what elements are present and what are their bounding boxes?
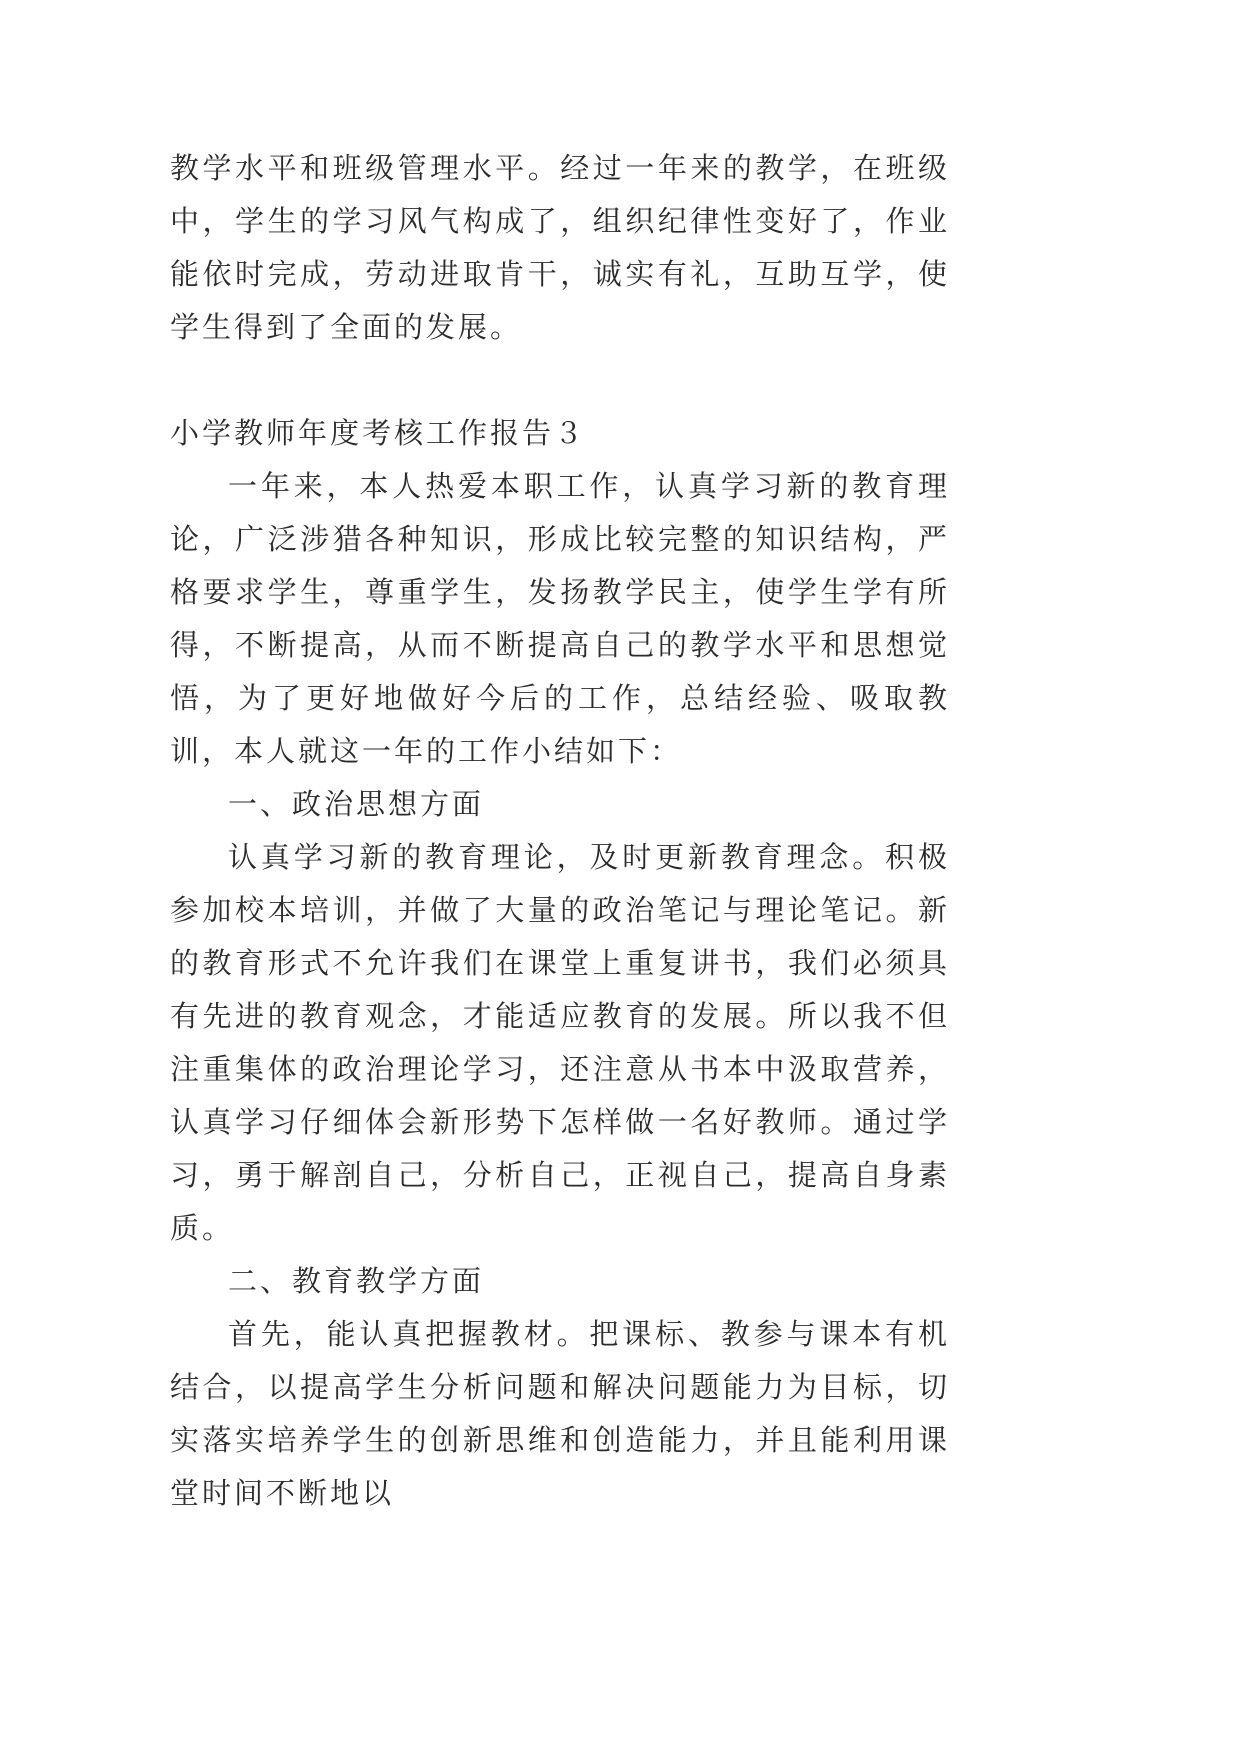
paragraph-intro: 一年来，本人热爱本职工作，认真学习新的教育理论，广泛涉猎各种知识，形成比较完整的知识结构，严格要求学生，尊重学生，发扬教学民主，使学生学有所得，不断提高，从而不断提高自己的教学水平和思想觉悟，为了更好地做好今后的工作，总结经验、吸取教训，本人就这一年的工作小结如下： — [170, 469, 950, 768]
heading-teaching: 二、教育教学方面 — [228, 1264, 485, 1298]
paragraph-gap — [170, 354, 950, 407]
document-body — [170, 142, 950, 1520]
heading-political: 一、政治思想方面 — [228, 787, 485, 821]
section-title: 小学教师年度考核工作报告３ — [170, 416, 587, 450]
paragraph-political: 认真学习新的教育理论，及时更新教育理念。积极参加校本培训，并做了大量的政治笔记与理论笔记。新的教育形式不允许我们在课堂上重复讲书，我们必须具有先进的教育观念，才能适应教育的发展。所以我不但注重集体的政治理论学习，还注意从书本中汲取营养，认真学习仔细体会新形势下怎样做一名好教师。通过学习，勇于解剖自己，分析自己，正视自己，提高自身素质。 — [170, 840, 950, 1245]
paragraph-continuation: 教学水平和班级管理水平。经过一年来的教学，在班级中，学生的学习风气构成了，组织纪律性变好了，作业能依时完成，劳动进取肯干，诚实有礼，互助互学，使学生得到了全面的发展。 — [170, 151, 950, 344]
paragraph-teaching: 首先，能认真把握教材。把课标、教参与课本有机结合，以提高学生分析问题和解决问题能力为目标，切实落实培养学生的创新思维和创造能力，并且能利用课堂时间不断地以 — [170, 1317, 950, 1510]
